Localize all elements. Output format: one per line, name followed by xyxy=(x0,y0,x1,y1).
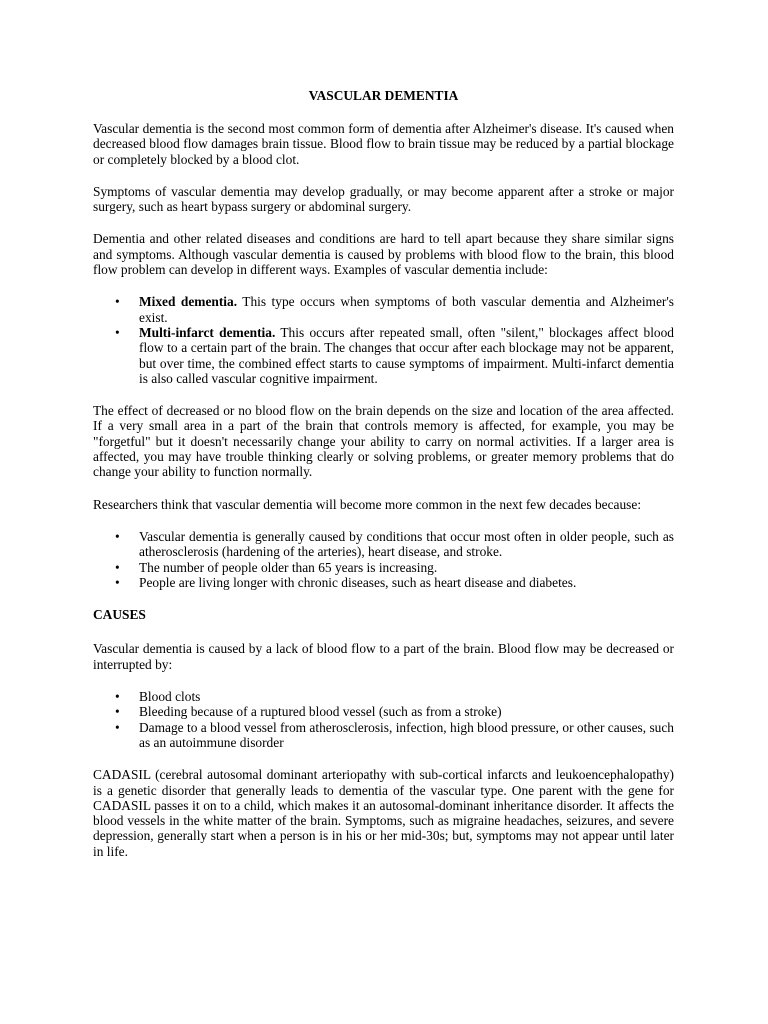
list-item-reason-3 xyxy=(93,575,674,590)
causes-list xyxy=(93,689,674,750)
bullet-icon: • xyxy=(115,719,120,735)
cause-text-2: Bleeding because of a ruptured blood vessel (such as from a stroke) xyxy=(139,704,502,720)
list-item-cause-2 xyxy=(93,704,674,719)
causes-heading: CAUSES xyxy=(93,607,146,623)
reasons-list xyxy=(93,529,674,590)
bullet-icon: • xyxy=(115,689,120,705)
researchers-paragraph: Researchers think that vascular dementia will become more common in the next few decades because: xyxy=(93,496,642,512)
bullet-icon: • xyxy=(115,574,120,590)
effect-paragraph: The effect of decreased or no blood flow on the brain depends on the size and location of the area affected. If a very small area in a part of the brain that controls memory is affected, for example, you may be "forgetful" but it doesn't necessarily change your ability to carry on normal activities. If a larger area is affected, you may have trouble thinking clearly or solving problems, or greater memory problems that do change your ability to function normally. xyxy=(93,403,674,480)
term-multi-infarct-dementia: Multi-infarct dementia. xyxy=(139,324,276,340)
bullet-icon: • xyxy=(115,559,120,575)
causes-paragraph: Vascular dementia is caused by a lack of blood flow to a part of the brain. Blood flow may be decreased or interrupted by: xyxy=(93,641,674,672)
list-item-cause-3 xyxy=(93,720,674,751)
cause-text-3: Damage to a blood vessel from atherosclerosis, infection, high blood pressure, or other causes, such as an autoimmune disorder xyxy=(139,719,674,750)
document-title: VASCULAR DEMENTIA xyxy=(308,88,459,103)
list-item-reason-1 xyxy=(93,529,674,560)
description-mixed-dementia: This type occurs when symptoms of both vascular dementia and Alzheimer's exist. xyxy=(139,294,674,325)
intro-paragraph-2: Symptoms of vascular dementia may develop gradually, or may become apparent after a stroke or major surgery, such as heart bypass surgery or abdominal surgery. xyxy=(93,183,674,215)
reason-text-3: People are living longer with chronic diseases, such as heart disease and diabetes. xyxy=(139,574,577,590)
description-multi-infarct-dementia: This occurs after repeated small, often "silent," blockages affect blood flow to a certain part of the brain. The changes that occur after each blockage may not be apparent, but over time, the combined effect starts to cause symptoms of impairment. Multi-infarct dementia is also called vascular cognitive impairment. xyxy=(139,324,674,386)
list-item-mixed-dementia xyxy=(93,294,674,325)
bullet-icon: • xyxy=(115,324,120,340)
reason-text-1: Vascular dementia is generally caused by conditions that occur most often in older people, such as atherosclerosis (hardening of the arteries), heart disease, and stroke. xyxy=(139,528,674,560)
intro-paragraph-1: Vascular dementia is the second most common form of dementia after Alzheimer's disease. It's caused when decreased blood flow damages brain tissue. Blood flow to brain tissue may be reduced by a partial blockage or completely blocked by a blood clot. xyxy=(93,121,674,167)
cadasil-paragraph: CADASIL (cerebral autosomal dominant arteriopathy with sub-cortical infarcts and leukoencephalopathy) is a genetic disorder that generally leads to dementia of the vascular type. One parent with the gene for CADASIL passes it on to a child, which makes it an autosomal-dominant inheritance disorder. It affects the blood vessels in the white matter of the brain. Symptoms, such as migraine headaches, seizures, and severe depression, generally start when a person is in his or her mid-30s; but, symptoms may not appear until later in life. xyxy=(93,767,674,859)
term-mixed-dementia: Mixed dementia. xyxy=(139,294,238,310)
list-item-reason-2 xyxy=(93,560,674,575)
bullet-icon: • xyxy=(115,704,120,720)
reason-text-2: The number of people older than 65 years is increasing. xyxy=(139,559,438,575)
list-item-cause-1 xyxy=(93,689,674,704)
bullet-icon: • xyxy=(115,528,120,544)
dementia-types-list xyxy=(93,294,674,386)
cause-text-1: Blood clots xyxy=(139,689,201,705)
bullet-icon: • xyxy=(115,294,120,310)
intro-paragraph-3: Dementia and other related diseases and conditions are hard to tell apart because they share similar signs and symptoms. Although vascular dementia is caused by problems with blood flow to the brain, this blood flow problem can develop in different ways. Examples of vascular dementia include: xyxy=(93,231,674,278)
document-page xyxy=(93,87,674,876)
list-item-multi-infarct-dementia xyxy=(93,325,674,386)
